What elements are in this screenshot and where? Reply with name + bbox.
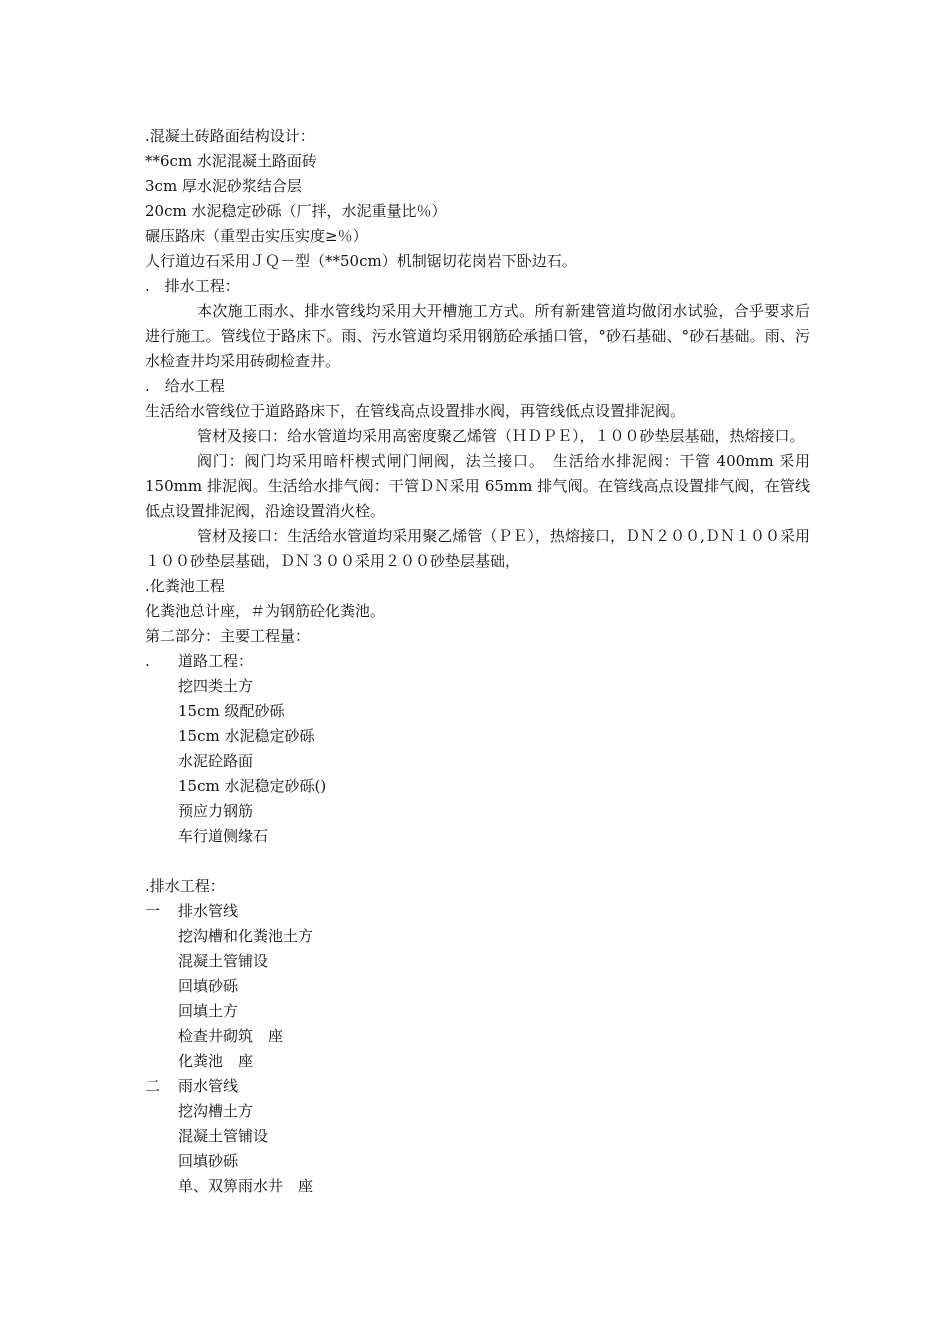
structure-layer: 碾压路床（重型击实压实度≥％） <box>145 227 368 245</box>
stormwater-pipeline-number: 二 <box>145 1077 161 1095</box>
structure-layer: **6cm 水泥混凝土路面砖 <box>145 152 317 170</box>
stormwater-pipeline-item: 混凝土管铺设 <box>178 1127 269 1145</box>
road-works-title: 道路工程： <box>178 652 254 670</box>
septic-tank-line: 化粪池总计座，＃为钢筋砼化粪池。 <box>145 602 386 620</box>
road-works-item: 预应力钢筋 <box>178 802 254 820</box>
structure-layer: 20cm 水泥稳定砂砾（厂拌，水泥重量比％） <box>145 202 447 220</box>
sewer-pipeline-number: 一 <box>145 902 161 920</box>
structure-layer: 3cm 厚水泥砂浆结合层 <box>145 177 302 195</box>
stormwater-pipeline-item: 回填砂砾 <box>178 1152 239 1170</box>
sewer-pipeline-item: 化粪池 座 <box>178 1052 254 1070</box>
stormwater-pipeline-heading <box>145 1074 810 1099</box>
road-works-heading <box>145 649 810 674</box>
road-works-item: 15cm 水泥稳定砂砾 <box>178 727 315 745</box>
water-supply-paragraph: 管材及接口：给水管道均采用高密度聚乙烯管（ＨＤＰＥ），１００砂垫层基础，热熔接口。 <box>197 427 805 445</box>
road-works-number: . <box>145 652 150 670</box>
sewer-pipeline-item: 检查井砌筑 座 <box>178 1027 284 1045</box>
water-supply-paragraph: 管材及接口：生活给水管道均采用聚乙烯管（ＰＥ），热熔接口，ＤＮ２００,ＤＮ１００采用１００砂垫层基础，ＤＮ３００采用２００砂垫层基础， <box>145 527 810 570</box>
structure-layer: 人行道边石采用ＪＱ－型（**50cm）机制锯切花岗岩下卧边石。 <box>145 252 577 270</box>
section-heading-water-supply: . 给水工程 <box>145 377 225 395</box>
document-body <box>145 124 810 1199</box>
sewer-pipeline-heading <box>145 899 810 924</box>
drainage-works-heading: .排水工程： <box>145 877 225 895</box>
part-two-heading: 第二部分：主要工程量： <box>145 627 311 645</box>
spacer <box>145 849 810 874</box>
drainage-paragraph: 本次施工雨水、排水管线均采用大开槽施工方式。所有新建管道均做闭水试验，合乎要求后进行施工。管线位于路床下。雨、污水管道均采用钢筋砼承插口管，°砂石基础、°砂石基础。雨、污水检查井均采用砖砌检查井。 <box>145 302 810 370</box>
water-supply-line: 生活给水管线位于道路路床下，在管线高点设置排水阀，再管线低点设置排泥阀。 <box>145 402 686 420</box>
sewer-pipeline-item: 回填土方 <box>178 1002 239 1020</box>
section-heading-septic-tank: .化粪池工程 <box>145 577 225 595</box>
section-heading-drainage: . 排水工程： <box>145 277 240 295</box>
sewer-pipeline-title: 排水管线 <box>178 902 239 920</box>
stormwater-pipeline-title: 雨水管线 <box>178 1077 239 1095</box>
road-works-item: 15cm 水泥稳定砂砾() <box>178 777 327 795</box>
stormwater-pipeline-item: 单、双箅雨水井 座 <box>178 1177 314 1195</box>
road-works-item: 车行道侧缘石 <box>178 827 269 845</box>
sewer-pipeline-item: 回填砂砾 <box>178 977 239 995</box>
road-works-item: 挖四类土方 <box>178 677 254 695</box>
stormwater-pipeline-item: 挖沟槽土方 <box>178 1102 254 1120</box>
road-works-item: 15cm 级配砂砾 <box>178 702 285 720</box>
sewer-pipeline-item: 挖沟槽和化粪池土方 <box>178 927 314 945</box>
road-works-item: 水泥砼路面 <box>178 752 254 770</box>
water-supply-paragraph: 阀门：阀门均采用暗杆楔式闸门闸阀，法兰接口。 生活给水排泥阀：干管 400mm 采用 150mm 排泥阀。生活给水排气阀：干管ＤＮ采用 65mm 排气阀。在管线高点设置排气阀，在管线低点设置排泥阀，沿途设置消火栓。 <box>145 452 810 520</box>
sewer-pipeline-item: 混凝土管铺设 <box>178 952 269 970</box>
section-heading-concrete-brick: .混凝土砖路面结构设计： <box>145 127 315 145</box>
